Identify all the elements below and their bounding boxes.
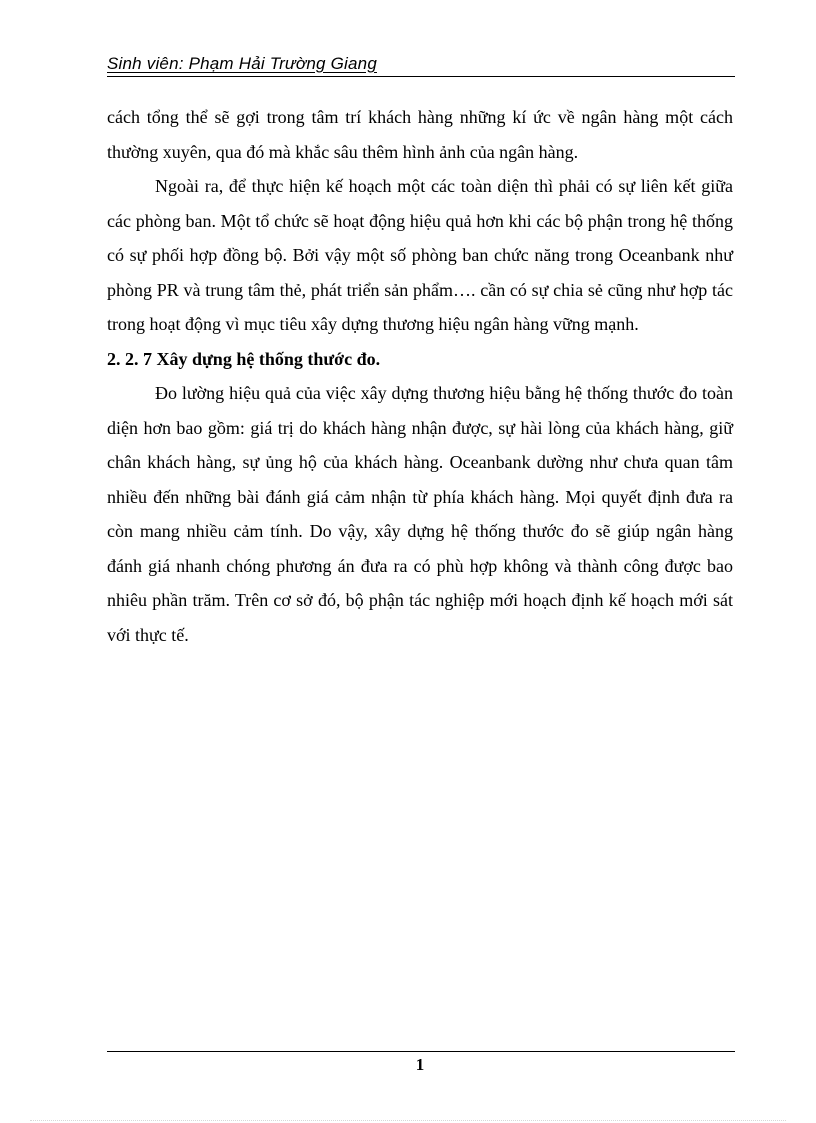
footer-rule <box>107 1051 735 1052</box>
section-heading: 2. 2. 7 Xây dựng hệ thống thước đo. <box>107 348 381 369</box>
document-body <box>107 100 733 652</box>
header-rule <box>107 76 735 77</box>
page-number: 1 <box>415 1055 425 1074</box>
page-header <box>107 52 735 78</box>
paragraph-measurement: Đo lường hiệu quả của việc xây dựng thương hiệu bằng hệ thống thước đo toàn diện hơn bao gồm: giá trị do khách hàng nhận được, sự hài lòng của khách hàng, giữ chân khách hàng, sự ủng hộ của khách hàng. Oceanbank dường như chưa quan tâm nhiều đến những bài đánh giá cảm nhận từ phía khách hàng. Mọi quyết định đưa ra còn mang nhiều cảm tính. Do vậy, xây dựng hệ thống thước đo sẽ giúp ngân hàng đánh giá nhanh chóng phương án đưa ra có phù hợp không và thành công được bao nhiêu phần trăm. Trên cơ sở đó, bộ phận tác nghiệp mới hoạch định kế hoạch mới sát với thực tế. <box>107 383 733 645</box>
paragraph-coordination: Ngoài ra, để thực hiện kế hoạch một các toàn diện thì phải có sự liên kết giữa các phòng ban. Một tổ chức sẽ hoạt động hiệu quả hơn khi các bộ phận trong hệ thống có sự phối hợp đồng bộ. Bởi vậy một số phòng ban chức năng trong Oceanbank như phòng PR và trung tâm thẻ, phát triển sản phẩm…. cần có sự chia sẻ cũng như hợp tác trong hoạt động vì mục tiêu xây dựng thương hiệu ngân hàng vững mạnh. <box>107 176 733 334</box>
page-edge-divider <box>30 1120 786 1121</box>
paragraph-continuation: cách tổng thể sẽ gợi trong tâm trí khách hàng những kí ức về ngân hàng một cách thường xuyên, qua đó mà khắc sâu thêm hình ảnh của ngân hàng. <box>107 107 733 162</box>
header-author: Sinh viên: Phạm Hải Trường Giang <box>107 54 377 73</box>
